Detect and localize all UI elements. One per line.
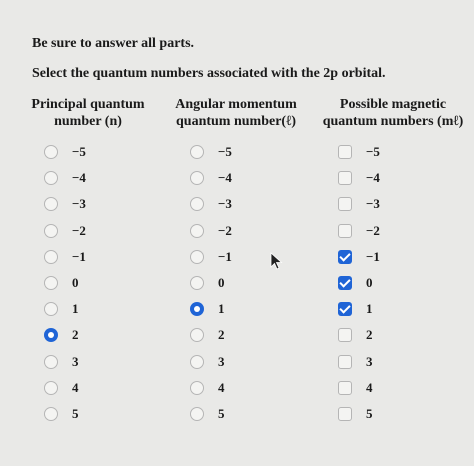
- checkbox[interactable]: [338, 197, 352, 211]
- angular-option-7[interactable]: [190, 325, 242, 345]
- option-value-label: −1: [218, 248, 232, 264]
- principal-option-7[interactable]: [44, 325, 96, 345]
- option-value-label: 0: [218, 275, 225, 290]
- principal-header-line2: number (n): [54, 114, 122, 129]
- radio-button[interactable]: [44, 276, 58, 290]
- option-value-label: 3: [366, 353, 373, 369]
- option-value-label: −4: [72, 170, 86, 186]
- option-value-label: 2: [72, 327, 79, 343]
- radio-button[interactable]: [190, 302, 204, 316]
- angular-column-header: [164, 96, 308, 130]
- option-value-label: −1: [366, 248, 380, 264]
- angular-option-0[interactable]: [190, 142, 242, 162]
- principal-option-1[interactable]: [44, 168, 96, 188]
- checkbox[interactable]: [338, 276, 352, 290]
- checkbox[interactable]: [338, 355, 352, 369]
- radio-button[interactable]: [44, 224, 58, 238]
- magnetic-option-4[interactable]: [338, 247, 390, 267]
- option-value-label: 2: [366, 327, 373, 343]
- magnetic-option-0[interactable]: [338, 142, 390, 162]
- principal-option-8[interactable]: [44, 352, 96, 372]
- option-value-label: −5: [72, 144, 86, 159]
- option-value-label: 4: [218, 379, 225, 395]
- option-value-label: −4: [366, 170, 380, 186]
- option-value-label: 3: [72, 353, 79, 369]
- option-value-label: 0: [72, 275, 79, 290]
- magnetic-option-1[interactable]: [338, 168, 390, 188]
- radio-button[interactable]: [44, 381, 58, 395]
- angular-option-9[interactable]: [190, 378, 242, 398]
- magnetic-option-3[interactable]: [338, 221, 390, 241]
- option-value-label: 4: [366, 379, 373, 395]
- option-value-label: 2: [218, 327, 225, 343]
- radio-button[interactable]: [44, 302, 58, 316]
- principal-option-9[interactable]: [44, 378, 96, 398]
- option-value-label: 3: [218, 353, 225, 369]
- option-value-label: −5: [218, 144, 232, 159]
- checkbox[interactable]: [338, 407, 352, 421]
- radio-button[interactable]: [44, 197, 58, 211]
- radio-button[interactable]: [190, 250, 204, 264]
- angular-option-2[interactable]: [190, 194, 242, 214]
- principal-option-0[interactable]: [44, 142, 96, 162]
- angular-option-5[interactable]: [190, 273, 242, 293]
- option-value-label: 4: [72, 379, 79, 395]
- principal-column-header: [24, 96, 152, 130]
- angular-option-1[interactable]: [190, 168, 242, 188]
- option-value-label: −2: [366, 222, 380, 238]
- radio-button[interactable]: [44, 328, 58, 342]
- option-value-label: 5: [366, 406, 373, 421]
- option-value-label: 0: [366, 275, 373, 290]
- radio-button[interactable]: [44, 171, 58, 185]
- radio-button[interactable]: [190, 224, 204, 238]
- checkbox[interactable]: [338, 224, 352, 238]
- checkbox[interactable]: [338, 302, 352, 316]
- principal-option-10[interactable]: [44, 404, 96, 424]
- option-value-label: −3: [366, 196, 380, 212]
- principal-option-6[interactable]: [44, 299, 96, 319]
- checkbox[interactable]: [338, 328, 352, 342]
- principal-header-line1: Principal quantum: [31, 97, 145, 112]
- radio-button[interactable]: [190, 407, 204, 421]
- magnetic-header-line1: Possible magnetic: [339, 97, 447, 112]
- radio-button[interactable]: [44, 145, 58, 159]
- angular-option-8[interactable]: [190, 352, 242, 372]
- checkbox[interactable]: [338, 250, 352, 264]
- question-prompt: Select the quantum numbers associated with the 2p orbital.: [32, 66, 386, 81]
- angular-option-6[interactable]: [190, 299, 242, 319]
- radio-button[interactable]: [190, 355, 204, 369]
- option-value-label: 1: [72, 301, 79, 317]
- magnetic-option-8[interactable]: [338, 352, 390, 372]
- angular-header-line2: quantum number(ℓ): [176, 114, 296, 129]
- magnetic-column-header: [318, 96, 468, 130]
- principal-option-5[interactable]: [44, 273, 96, 293]
- radio-button[interactable]: [190, 328, 204, 342]
- principal-option-3[interactable]: [44, 221, 96, 241]
- angular-option-4[interactable]: [190, 247, 242, 267]
- principal-option-4[interactable]: [44, 247, 96, 267]
- checkbox[interactable]: [338, 171, 352, 185]
- option-value-label: −4: [218, 170, 232, 186]
- magnetic-option-2[interactable]: [338, 194, 390, 214]
- magnetic-option-10[interactable]: [338, 404, 390, 424]
- option-value-label: −3: [72, 196, 86, 212]
- magnetic-option-6[interactable]: [338, 299, 390, 319]
- mouse-cursor-icon: [270, 252, 284, 270]
- radio-button[interactable]: [190, 171, 204, 185]
- magnetic-header-line2: quantum numbers (mℓ): [322, 114, 464, 129]
- principal-option-2[interactable]: [44, 194, 96, 214]
- option-value-label: −1: [72, 248, 86, 264]
- option-value-label: −2: [218, 222, 232, 238]
- radio-button[interactable]: [190, 276, 204, 290]
- radio-button[interactable]: [190, 145, 204, 159]
- angular-header-line1: Angular momentum: [175, 97, 297, 112]
- radio-button[interactable]: [44, 250, 58, 264]
- instruction-answer-all: Be sure to answer all parts.: [32, 36, 195, 51]
- checkbox[interactable]: [338, 145, 352, 159]
- checkbox[interactable]: [338, 381, 352, 395]
- option-value-label: −5: [366, 144, 380, 159]
- magnetic-option-9[interactable]: [338, 378, 390, 398]
- radio-button[interactable]: [44, 407, 58, 421]
- option-value-label: −2: [72, 222, 86, 238]
- radio-button[interactable]: [44, 355, 58, 369]
- option-value-label: 1: [366, 301, 373, 317]
- magnetic-option-5[interactable]: [338, 273, 390, 293]
- angular-option-3[interactable]: [190, 221, 242, 241]
- option-value-label: 1: [218, 301, 225, 317]
- option-value-label: 5: [218, 406, 225, 421]
- radio-button[interactable]: [190, 197, 204, 211]
- angular-option-10[interactable]: [190, 404, 242, 424]
- option-value-label: 5: [72, 406, 79, 421]
- radio-button[interactable]: [190, 381, 204, 395]
- option-value-label: −3: [218, 196, 232, 212]
- magnetic-option-7[interactable]: [338, 325, 390, 345]
